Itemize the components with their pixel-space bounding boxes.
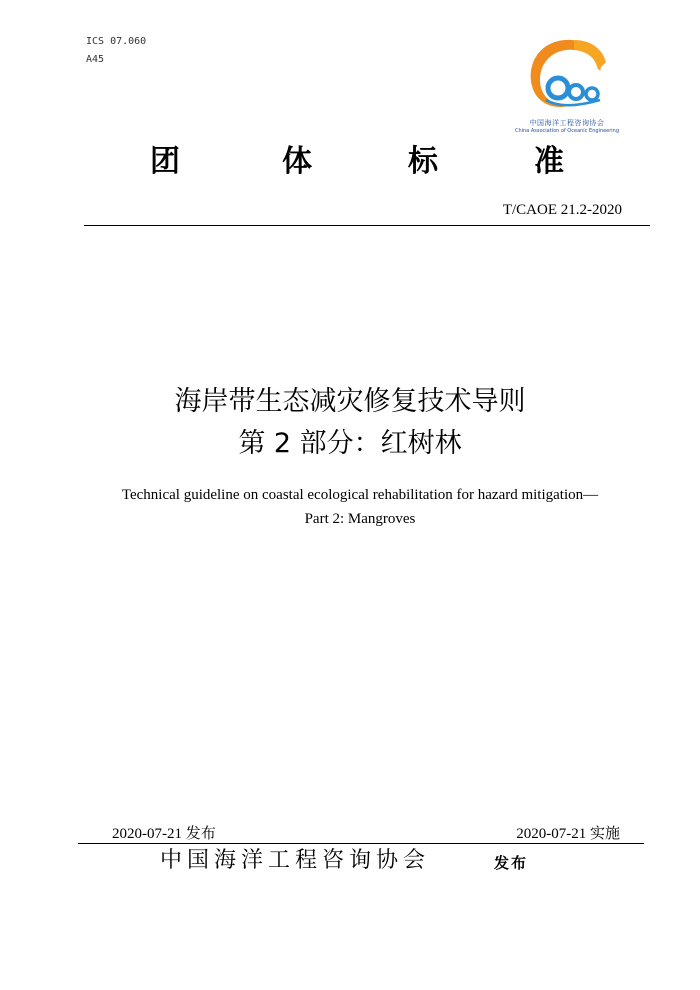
header-divider: [84, 225, 650, 226]
logo-name-en: China Association of Oceanic Engineering: [514, 128, 620, 134]
issuer-name: 中国海洋工程咨询协会: [160, 848, 431, 873]
publish-date: 2020-07-21 发布: [112, 826, 216, 842]
title-cn-line2: 第 2 部分：红树林: [238, 428, 462, 459]
association-logo: [512, 32, 622, 138]
ics-code: ICS 07.060: [86, 36, 147, 47]
standard-number: T/CAOE 21.2-2020: [502, 202, 622, 218]
issue-label: 发布: [494, 854, 529, 872]
standard-type-char: 团: [150, 144, 180, 179]
standard-type: [150, 140, 590, 184]
footer-divider: [78, 843, 644, 844]
classification-code: A45: [86, 54, 105, 65]
logo-name-cn: 中国海洋工程咨询协会: [529, 119, 605, 127]
standard-type-char: 标: [408, 144, 438, 179]
title-en-line2: Part 2: Mangroves: [304, 511, 416, 527]
title-cn-line1: 海岸带生态减灾修复技术导则: [174, 386, 526, 417]
standard-type-char: 准: [534, 144, 564, 179]
logo-emblem-icon: [512, 32, 622, 118]
title-en-line1: Technical guideline on coastal ecological rehabilitation for hazard mitigation—: [121, 487, 599, 503]
standard-type-char: 体: [282, 144, 312, 179]
implement-date: 2020-07-21 实施: [516, 826, 620, 842]
